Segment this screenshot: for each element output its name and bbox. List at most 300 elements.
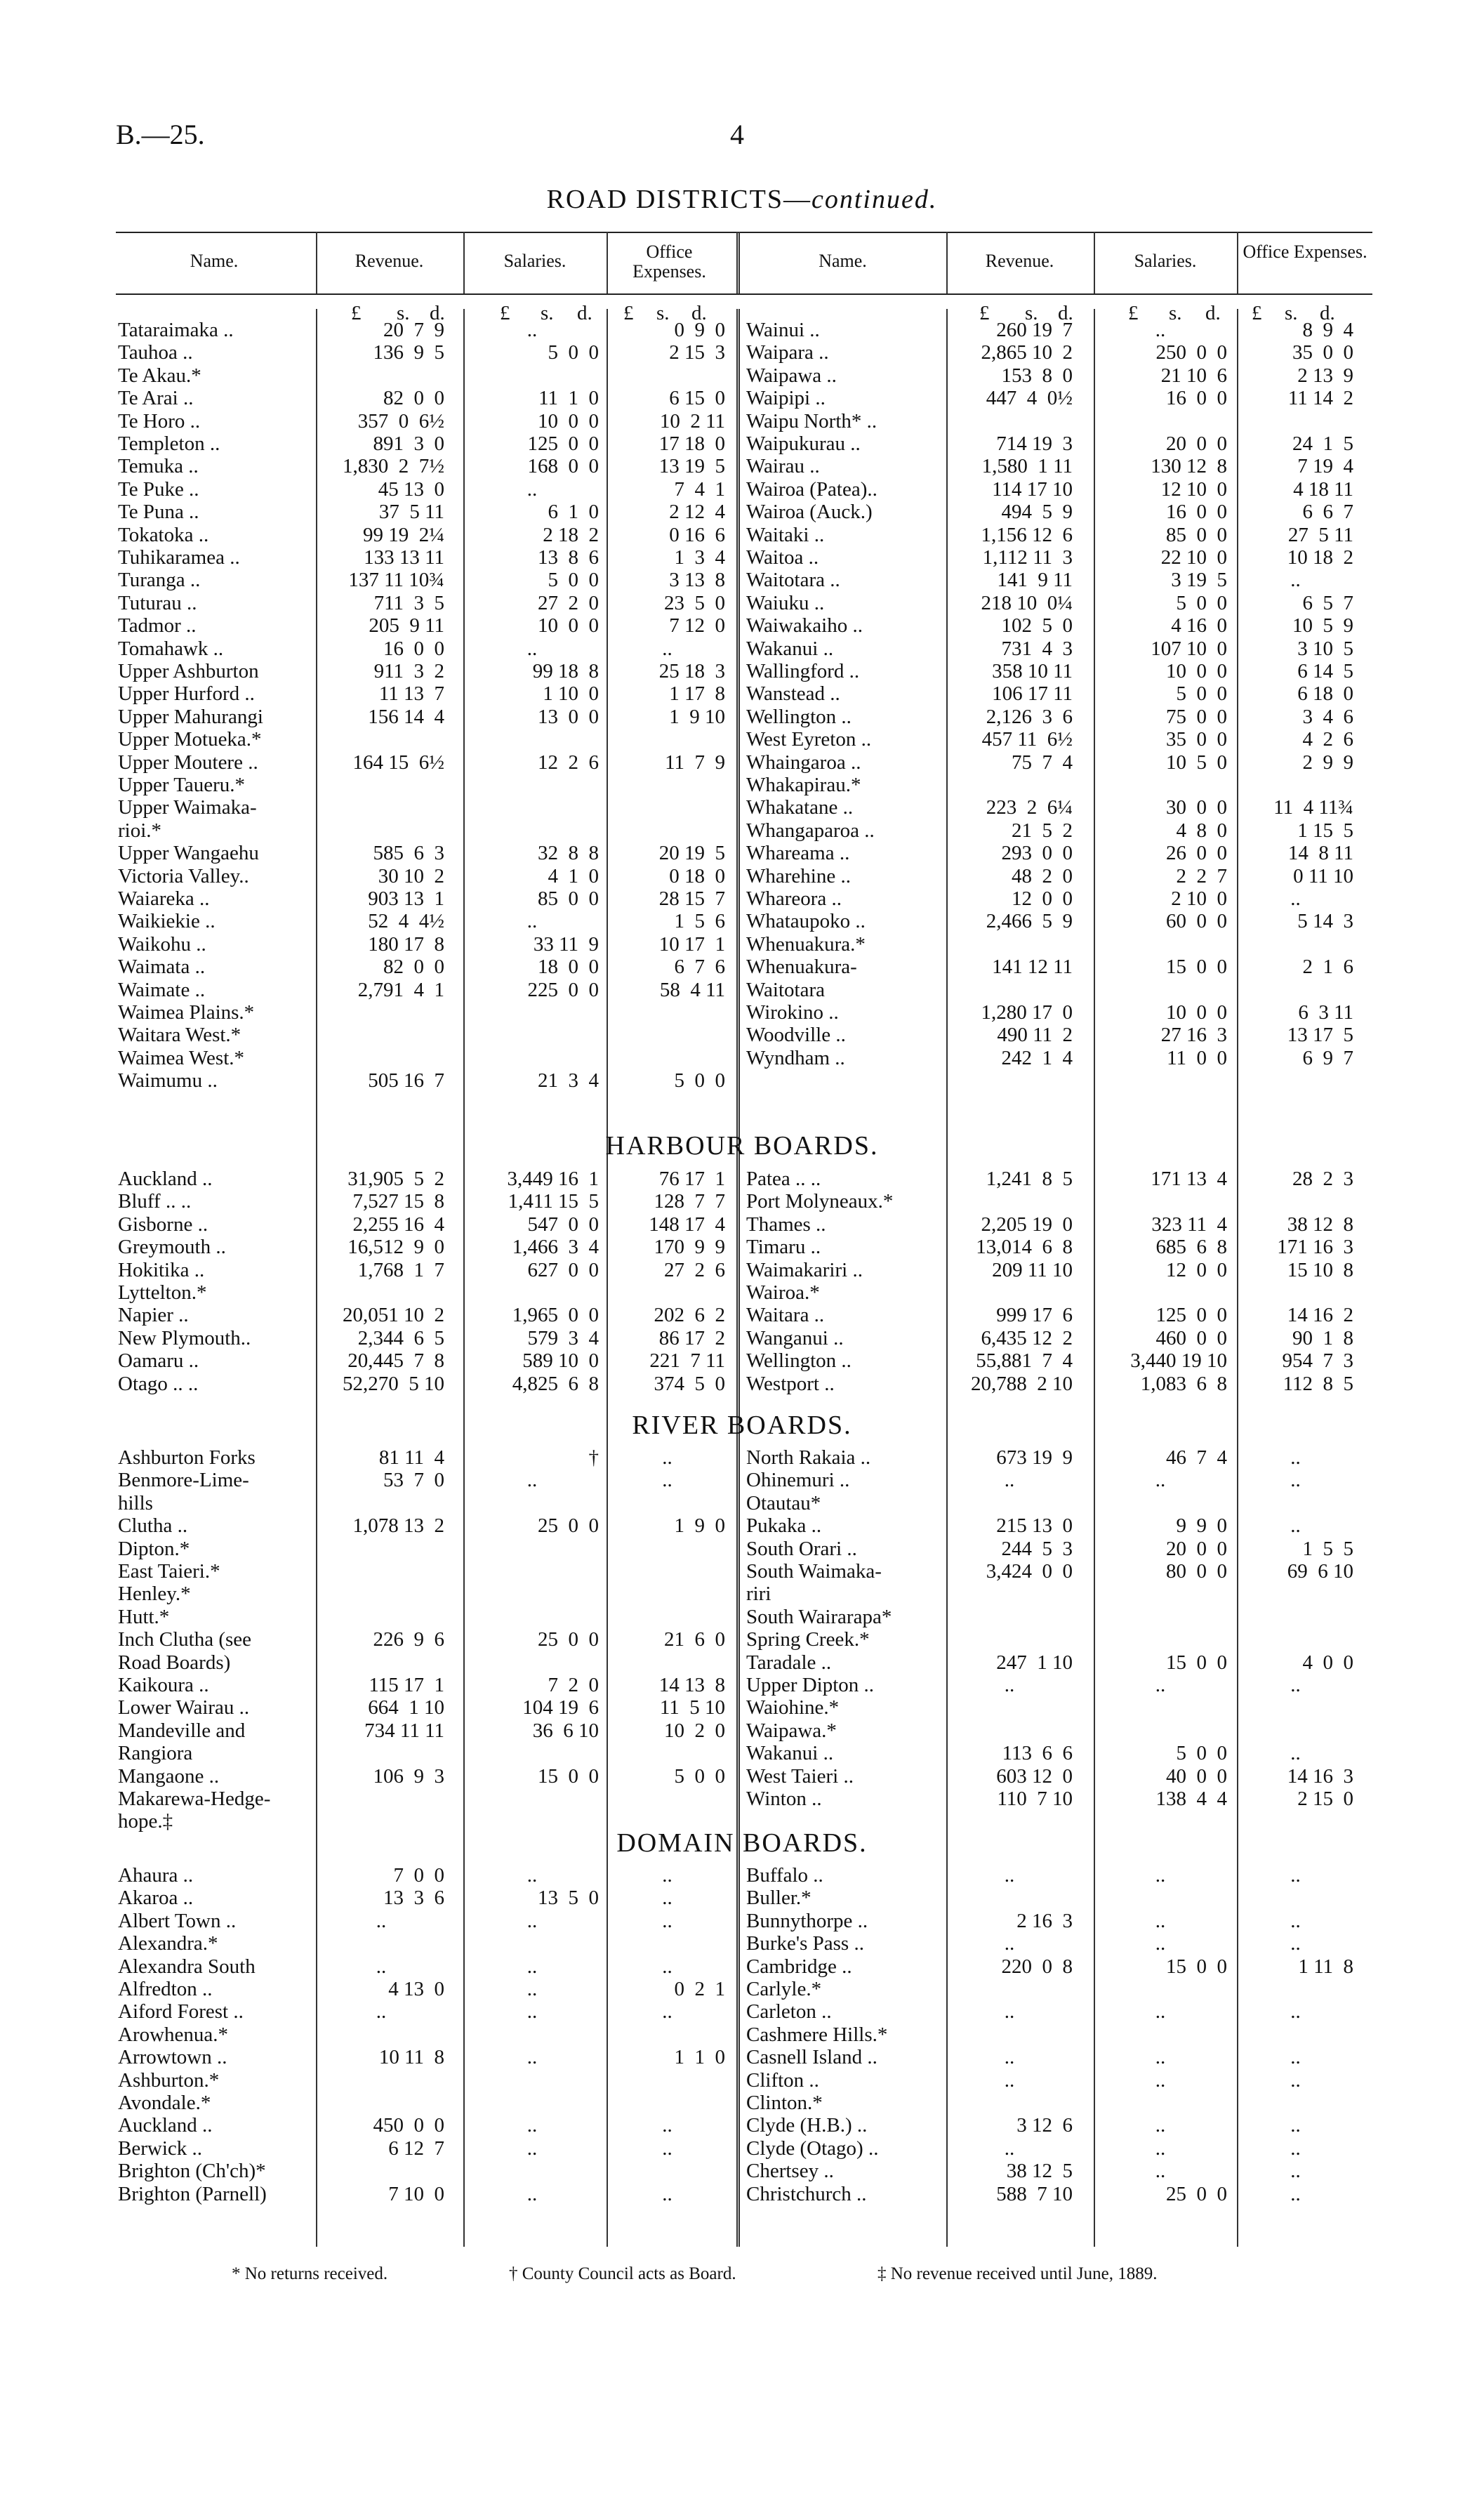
revenue-cell: 218 10 0¼	[981, 591, 1073, 614]
vrule	[946, 232, 948, 293]
revenue-cell: 2,255 16 4	[352, 1213, 444, 1236]
table-row	[746, 1978, 1367, 2000]
office-expenses-cell: 10 17 1	[658, 932, 725, 956]
salaries-cell: ..	[1155, 319, 1166, 341]
table-row	[746, 638, 1367, 660]
row-name: Whataupoko ..	[746, 910, 866, 933]
office-expenses-cell: ..	[662, 1887, 673, 1910]
unit-label: £	[351, 302, 362, 324]
salaries-cell: ..	[526, 1469, 538, 1492]
salaries-cell: 5 0 0	[1176, 682, 1227, 706]
revenue-cell: 53 7 0	[383, 1469, 444, 1492]
revenue-cell: 164 15 6½	[352, 751, 444, 774]
salaries-cell: 4 8 0	[1176, 819, 1227, 842]
row-name: Tomahawk ..	[118, 637, 224, 660]
revenue-cell: 106 17 11	[992, 682, 1073, 706]
row-name: West Eyreton ..	[746, 728, 872, 751]
salaries-cell: ..	[1155, 2160, 1166, 2183]
table-row	[118, 387, 739, 409]
revenue-cell: 20,788 2 10	[971, 1372, 1073, 1395]
salaries-cell: 107 10 0	[1151, 637, 1227, 660]
table-row	[118, 1538, 739, 1560]
salaries-cell: 25 0 0	[1166, 2182, 1227, 2205]
office-expenses-cell: 27 5 11	[1287, 523, 1353, 546]
table-row	[746, 1047, 1367, 1069]
row-name: Bunnythorpe ..	[746, 1909, 868, 1932]
revenue-cell: 2,344 6 5	[357, 1326, 444, 1349]
row-name: Wairau ..	[746, 455, 820, 478]
table-row	[118, 933, 739, 956]
row-name: East Taieri.*	[118, 1560, 220, 1583]
row-name: Akaroa ..	[118, 1887, 194, 1910]
salaries-cell: 15 0 0	[538, 1764, 599, 1788]
row-name: Brighton (Ch'ch)*	[118, 2160, 266, 2183]
table-row	[118, 887, 739, 910]
revenue-cell: 13 3 6	[383, 1887, 444, 1910]
revenue-cell: 293 0 0	[1001, 842, 1073, 865]
salaries-cell: 250 0 0	[1155, 341, 1227, 364]
row-name: Spring Creek.*	[746, 1628, 870, 1651]
table-row	[746, 2160, 1367, 2182]
revenue-cell: 99 19 2¼	[363, 523, 444, 546]
salaries-cell: 46 7 4	[1166, 1446, 1227, 1469]
office-expenses-cell: 5 14 3	[1297, 910, 1353, 933]
salaries-cell: 1,965 0 0	[512, 1304, 599, 1327]
table-row	[746, 524, 1367, 546]
unit-label: d.	[691, 302, 707, 324]
revenue-cell: ..	[1004, 1932, 1015, 1955]
salaries-cell: 18 0 0	[538, 956, 599, 979]
row-name: Road Boards)	[118, 1651, 231, 1674]
table-row	[746, 2069, 1367, 2092]
row-name: Whenuakura-	[746, 956, 857, 979]
row-name: Clutha ..	[118, 1514, 188, 1538]
table-row	[118, 432, 739, 455]
office-expenses-cell: 2 1 6	[1302, 956, 1353, 979]
row-name: Mandeville and	[118, 1719, 246, 1742]
row-name: Waimea Plains.*	[118, 1001, 255, 1024]
revenue-cell: 1,280 17 0	[981, 1001, 1073, 1024]
revenue-cell: 1,580 1 11	[981, 455, 1073, 478]
row-name: Te Puna ..	[118, 501, 199, 524]
vrule	[736, 232, 740, 293]
revenue-cell: 4 13 0	[388, 1978, 444, 2000]
row-name: Waipawa ..	[746, 364, 837, 387]
row-name: Cashmere Hills.*	[746, 2023, 888, 2046]
row-name: Waitotara ..	[746, 569, 840, 592]
unit-label: d.	[1058, 302, 1073, 324]
section-title: RIVER BOARDS.	[632, 1411, 852, 1440]
table-row	[118, 1765, 739, 1788]
office-expenses-cell: 20 19 5	[658, 842, 725, 865]
office-expenses-cell: 10 5 9	[1292, 614, 1353, 638]
office-expenses-cell: 10 2 0	[664, 1719, 725, 1742]
salaries-cell: ..	[526, 1909, 538, 1932]
office-expenses-cell: 76 17 1	[658, 1168, 725, 1190]
row-name: Waitotara	[746, 978, 825, 1001]
table-row	[746, 1190, 1367, 1213]
table-row	[118, 1514, 739, 1537]
table-row	[118, 638, 739, 660]
section-title: HARBOUR BOARDS.	[605, 1131, 879, 1161]
revenue-cell: 82 0 0	[383, 387, 444, 410]
row-name: Burke's Pass ..	[746, 1932, 864, 1955]
revenue-cell: 223 2 6¼	[986, 796, 1073, 819]
office-expenses-cell: 4 0 0	[1302, 1651, 1353, 1674]
row-name: Templeton ..	[118, 432, 220, 455]
office-expenses-cell: 128 7 7	[654, 1190, 725, 1213]
table-row	[118, 2046, 739, 2068]
table-row	[118, 751, 739, 774]
office-expenses-cell: ..	[662, 2182, 673, 2205]
col-revenue-left: Revenue.	[355, 251, 424, 271]
table-row	[118, 706, 739, 728]
row-name: Wairoa (Auck.)	[746, 501, 873, 524]
salaries-cell: 2 10 0	[1171, 887, 1227, 910]
revenue-cell: 585 6 3	[373, 842, 444, 865]
table-row	[118, 501, 739, 523]
row-name: rioi.*	[118, 819, 162, 842]
table-row	[118, 1190, 739, 1213]
salaries-cell: 11 0 0	[1167, 1046, 1227, 1069]
office-expenses-cell: ..	[1290, 2114, 1301, 2137]
row-name: Upper Dipton ..	[746, 1674, 875, 1696]
office-expenses-cell: 6 7 6	[674, 956, 725, 979]
revenue-cell: 2,865 10 2	[981, 341, 1073, 364]
office-expenses-cell: ..	[662, 1446, 673, 1469]
office-expenses-cell: 11 7 9	[665, 751, 725, 774]
unit-label: d.	[1205, 302, 1221, 324]
table-row	[118, 2160, 739, 2182]
row-name: Inch Clutha (see	[118, 1628, 252, 1651]
revenue-cell: ..	[376, 2000, 387, 2023]
table-row	[118, 1373, 739, 1395]
office-expenses-cell: 7 19 4	[1297, 455, 1353, 478]
revenue-cell: 82 0 0	[383, 956, 444, 979]
office-expenses-cell: 14 13 8	[658, 1674, 725, 1696]
table-row	[118, 364, 739, 387]
row-name: Wyndham ..	[746, 1046, 845, 1069]
office-expenses-cell: 3 4 6	[1302, 705, 1353, 728]
salaries-cell: ..	[1155, 1909, 1166, 1932]
salaries-cell: 171 13 4	[1151, 1168, 1227, 1190]
salaries-cell: 20 0 0	[1166, 432, 1227, 455]
revenue-cell: ..	[376, 1955, 387, 1978]
revenue-cell: 588 7 10	[996, 2182, 1073, 2205]
row-name: Victoria Valley..	[118, 864, 249, 887]
revenue-cell: 3,424 0 0	[986, 1560, 1073, 1583]
table-row	[746, 2137, 1367, 2160]
office-expenses-cell: ..	[662, 1864, 673, 1887]
table-row	[118, 592, 739, 614]
revenue-cell: ..	[1004, 2068, 1015, 2092]
salaries-cell: 60 0 0	[1166, 910, 1227, 933]
row-name: Berwick ..	[118, 2137, 202, 2160]
salaries-cell: 33 11 9	[533, 932, 599, 956]
table-row	[118, 979, 739, 1001]
revenue-cell: 731 4 3	[1001, 637, 1073, 660]
row-name: Westport ..	[746, 1372, 835, 1395]
table-row	[746, 1069, 1367, 1092]
salaries-cell: ..	[1155, 2046, 1166, 2069]
revenue-cell: 48 2 0	[1012, 864, 1073, 887]
office-expenses-cell: 1 9 10	[669, 705, 725, 728]
table-row	[746, 2046, 1367, 2068]
revenue-cell: 209 11 10	[992, 1258, 1073, 1281]
row-name: Pukaka ..	[746, 1514, 822, 1538]
office-expenses-cell: 5 0 0	[674, 1069, 725, 1092]
salaries-cell: 168 0 0	[527, 455, 599, 478]
revenue-cell: 75 7 4	[1012, 751, 1073, 774]
table-row	[118, 1719, 739, 1742]
salaries-cell: 1,466 3 4	[512, 1236, 599, 1259]
revenue-cell: 45 13 0	[378, 477, 444, 501]
row-name: Henley.*	[118, 1583, 191, 1606]
office-expenses-cell: 2 15 3	[669, 341, 725, 364]
row-name: Tauhoa ..	[118, 341, 193, 364]
row-name: South Wairarapa*	[746, 1605, 892, 1628]
footnote-county-council: † County Council acts as Board.	[509, 2264, 736, 2283]
revenue-cell: 242 1 4	[1001, 1046, 1073, 1069]
table-row	[118, 1742, 739, 1764]
table-row	[118, 865, 739, 887]
row-name: Wallingford ..	[746, 660, 860, 682]
revenue-cell: 260 19 7	[996, 319, 1073, 341]
salaries-cell: 4,825 6 8	[512, 1372, 599, 1395]
table-row	[746, 455, 1367, 477]
revenue-cell: 102 5 0	[1001, 614, 1073, 638]
office-expenses-cell: 170 9 9	[654, 1236, 725, 1259]
revenue-cell: 494 5 9	[1001, 501, 1073, 524]
office-expenses-cell: ..	[1290, 569, 1301, 592]
salaries-cell: 5 0 0	[548, 341, 599, 364]
row-name: Carleton ..	[746, 2000, 832, 2023]
salaries-cell: 99 18 8	[532, 660, 599, 682]
row-name: Te Puke ..	[118, 477, 199, 501]
row-name: Waipawa.*	[746, 1719, 837, 1742]
revenue-cell: ..	[1004, 2000, 1015, 2023]
vrule	[1237, 232, 1238, 293]
row-name: Te Arai ..	[118, 387, 194, 410]
salaries-cell: 6 1 0	[548, 501, 599, 524]
salaries-cell: 10 0 0	[1166, 1001, 1227, 1024]
unit-label: s.	[1169, 302, 1182, 324]
table-row	[746, 774, 1367, 796]
col-name-left: Name.	[190, 251, 239, 271]
salaries-cell: ..	[526, 319, 538, 341]
row-name: Buller.*	[746, 1887, 811, 1910]
unit-label: d.	[430, 302, 445, 324]
office-expenses-cell: 954 7 3	[1282, 1349, 1353, 1373]
office-expenses-cell: 14 16 2	[1287, 1304, 1353, 1327]
row-name: Waitara ..	[746, 1304, 825, 1327]
office-expenses-cell: 2 15 0	[1297, 1788, 1353, 1810]
revenue-cell: 6,435 12 2	[981, 1326, 1073, 1349]
table-row	[746, 614, 1367, 637]
office-expenses-cell: ..	[1290, 1742, 1301, 1765]
row-name: Tadmor ..	[118, 614, 197, 638]
row-name: South Waimaka-	[746, 1560, 882, 1583]
row-name: Auckland ..	[118, 2114, 213, 2137]
office-expenses-cell: 1 1 0	[674, 2046, 725, 2069]
revenue-cell: 450 0 0	[373, 2114, 444, 2137]
salaries-cell: ..	[526, 1955, 538, 1978]
title-continued: continued.	[811, 185, 938, 214]
office-expenses-cell: 13 17 5	[1287, 1024, 1353, 1047]
revenue-cell: 2,126 3 6	[986, 705, 1073, 728]
vrule	[463, 232, 465, 293]
table-row	[118, 956, 739, 978]
revenue-cell: 114 17 10	[992, 477, 1073, 501]
office-expenses-cell: 17 18 0	[658, 432, 725, 455]
salaries-cell: ..	[526, 2114, 538, 2137]
table-row	[118, 2000, 739, 2023]
office-expenses-cell: 5 0 0	[674, 1764, 725, 1788]
salaries-cell: 25 0 0	[538, 1628, 599, 1651]
row-name: Arowhenua.*	[118, 2023, 229, 2046]
row-name: Winton ..	[746, 1788, 822, 1810]
table-row	[118, 728, 739, 751]
row-name: Alexandra South	[118, 1955, 256, 1978]
table-row	[118, 1213, 739, 1236]
table-row	[746, 796, 1367, 819]
office-expenses-cell: 25 18 3	[658, 660, 725, 682]
office-expenses-cell: 21 6 0	[664, 1628, 725, 1651]
revenue-cell: 1,768 1 7	[357, 1258, 444, 1281]
table-row	[118, 796, 739, 819]
salaries-cell: 579 3 4	[527, 1326, 599, 1349]
revenue-cell: 3 12 6	[1016, 2114, 1073, 2137]
revenue-cell: 1,830 2 7½	[343, 455, 444, 478]
vrule	[607, 232, 608, 293]
table-row	[746, 1719, 1367, 1742]
row-name: New Plymouth..	[118, 1326, 251, 1349]
salaries-cell: 7 2 0	[548, 1674, 599, 1696]
table-row	[746, 682, 1367, 705]
office-expenses-cell: 374 5 0	[654, 1372, 725, 1395]
table-row	[746, 1788, 1367, 1810]
salaries-cell: 26 0 0	[1166, 842, 1227, 865]
table-row	[118, 2092, 739, 2114]
table-row	[118, 319, 739, 341]
office-expenses-cell: ..	[1290, 2160, 1301, 2183]
row-name: Avondale.*	[118, 2092, 211, 2114]
revenue-cell: 10 11 8	[378, 2046, 444, 2069]
table-row	[746, 2023, 1367, 2046]
table-row	[118, 1349, 739, 1372]
table-row	[118, 1327, 739, 1349]
salaries-cell: 130 12 8	[1151, 455, 1227, 478]
row-name: Hokitika ..	[118, 1258, 205, 1281]
salaries-cell: 16 0 0	[1166, 387, 1227, 410]
office-expenses-cell: 1 9 0	[674, 1514, 725, 1538]
office-expenses-cell: 2 12 4	[669, 501, 725, 524]
table-row	[746, 341, 1367, 364]
revenue-cell: 20 7 9	[383, 319, 444, 341]
office-expenses-cell: ..	[1290, 887, 1301, 910]
office-expenses-cell: 6 15 0	[669, 387, 725, 410]
salaries-cell: 13 8 6	[538, 546, 599, 569]
office-expenses-cell: 221 7 11	[649, 1349, 725, 1373]
revenue-cell: 31,905 5 2	[347, 1168, 444, 1190]
table-row	[746, 1887, 1367, 1909]
office-expenses-cell: 1 3 4	[674, 546, 725, 569]
unit-label: s.	[656, 302, 670, 324]
row-name: Tuturau ..	[118, 591, 197, 614]
revenue-cell: 1,241 8 5	[986, 1168, 1073, 1190]
col-salaries-right: Salaries.	[1134, 251, 1197, 271]
revenue-cell: 141 12 11	[992, 956, 1073, 979]
row-name: Whakatane ..	[746, 796, 854, 819]
table-row	[746, 432, 1367, 455]
revenue-cell: 903 13 1	[368, 887, 444, 910]
table-row	[746, 1373, 1367, 1395]
salaries-cell: 627 0 0	[527, 1258, 599, 1281]
office-expenses-cell: ..	[1290, 1469, 1301, 1492]
row-name: Upper Wangaehu	[118, 842, 259, 865]
revenue-cell: 81 11 4	[378, 1446, 444, 1469]
revenue-cell: 7 10 0	[388, 2182, 444, 2205]
table-row	[746, 1259, 1367, 1281]
row-name: Alfredton ..	[118, 1978, 213, 2000]
row-name: Tuhikaramea ..	[118, 546, 240, 569]
unit-label: £	[1252, 302, 1262, 324]
revenue-cell: 38 12 5	[1006, 2160, 1073, 2183]
office-expenses-cell: 1 5 6	[674, 910, 725, 933]
office-expenses-cell: ..	[1290, 1446, 1301, 1469]
col-office-right: Office Expenses.	[1243, 242, 1367, 262]
table-row	[118, 1932, 739, 1955]
revenue-cell: 110 7 10	[997, 1788, 1073, 1810]
salaries-cell: 2 18 2	[543, 523, 599, 546]
office-expenses-cell: ..	[662, 2137, 673, 2160]
row-name: Wainui ..	[746, 319, 820, 341]
revenue-cell: 6 12 7	[388, 2137, 444, 2160]
unit-label: d.	[1320, 302, 1335, 324]
page-title	[0, 184, 1484, 215]
salaries-cell: 460 0 0	[1155, 1326, 1227, 1349]
salaries-cell: 125 0 0	[1155, 1304, 1227, 1327]
salaries-cell: 3,440 19 10	[1130, 1349, 1227, 1373]
salaries-cell: †	[588, 1446, 599, 1469]
office-expenses-cell: 11 5 10	[659, 1696, 725, 1719]
row-name: Upper Motueka.*	[118, 728, 262, 751]
table-row	[746, 910, 1367, 932]
salaries-cell: 21 3 4	[538, 1069, 599, 1092]
revenue-cell: ..	[1004, 2137, 1015, 2160]
revenue-cell: 137 11 10¾	[348, 569, 444, 592]
unit-label: £	[979, 302, 990, 324]
unit-label: £	[623, 302, 634, 324]
row-name: Christchurch ..	[746, 2182, 867, 2205]
revenue-cell: 13,014 6 8	[976, 1236, 1073, 1259]
office-expenses-cell: 10 18 2	[1287, 546, 1353, 569]
table-row	[746, 2114, 1367, 2137]
salaries-cell: 125 0 0	[527, 432, 599, 455]
revenue-cell: 21 5 2	[1012, 819, 1073, 842]
office-expenses-cell: 10 2 11	[659, 409, 725, 432]
table-row	[118, 2069, 739, 2092]
table-row	[746, 887, 1367, 910]
row-name: Whangaparoa ..	[746, 819, 875, 842]
salaries-cell: 589 10 0	[522, 1349, 599, 1373]
office-expenses-cell: ..	[662, 1469, 673, 1492]
table-row	[746, 1910, 1367, 1932]
table-row	[746, 2092, 1367, 2114]
salaries-cell: ..	[1155, 1932, 1166, 1955]
row-name: Mangaone ..	[118, 1764, 220, 1788]
unit-label: s.	[397, 302, 410, 324]
